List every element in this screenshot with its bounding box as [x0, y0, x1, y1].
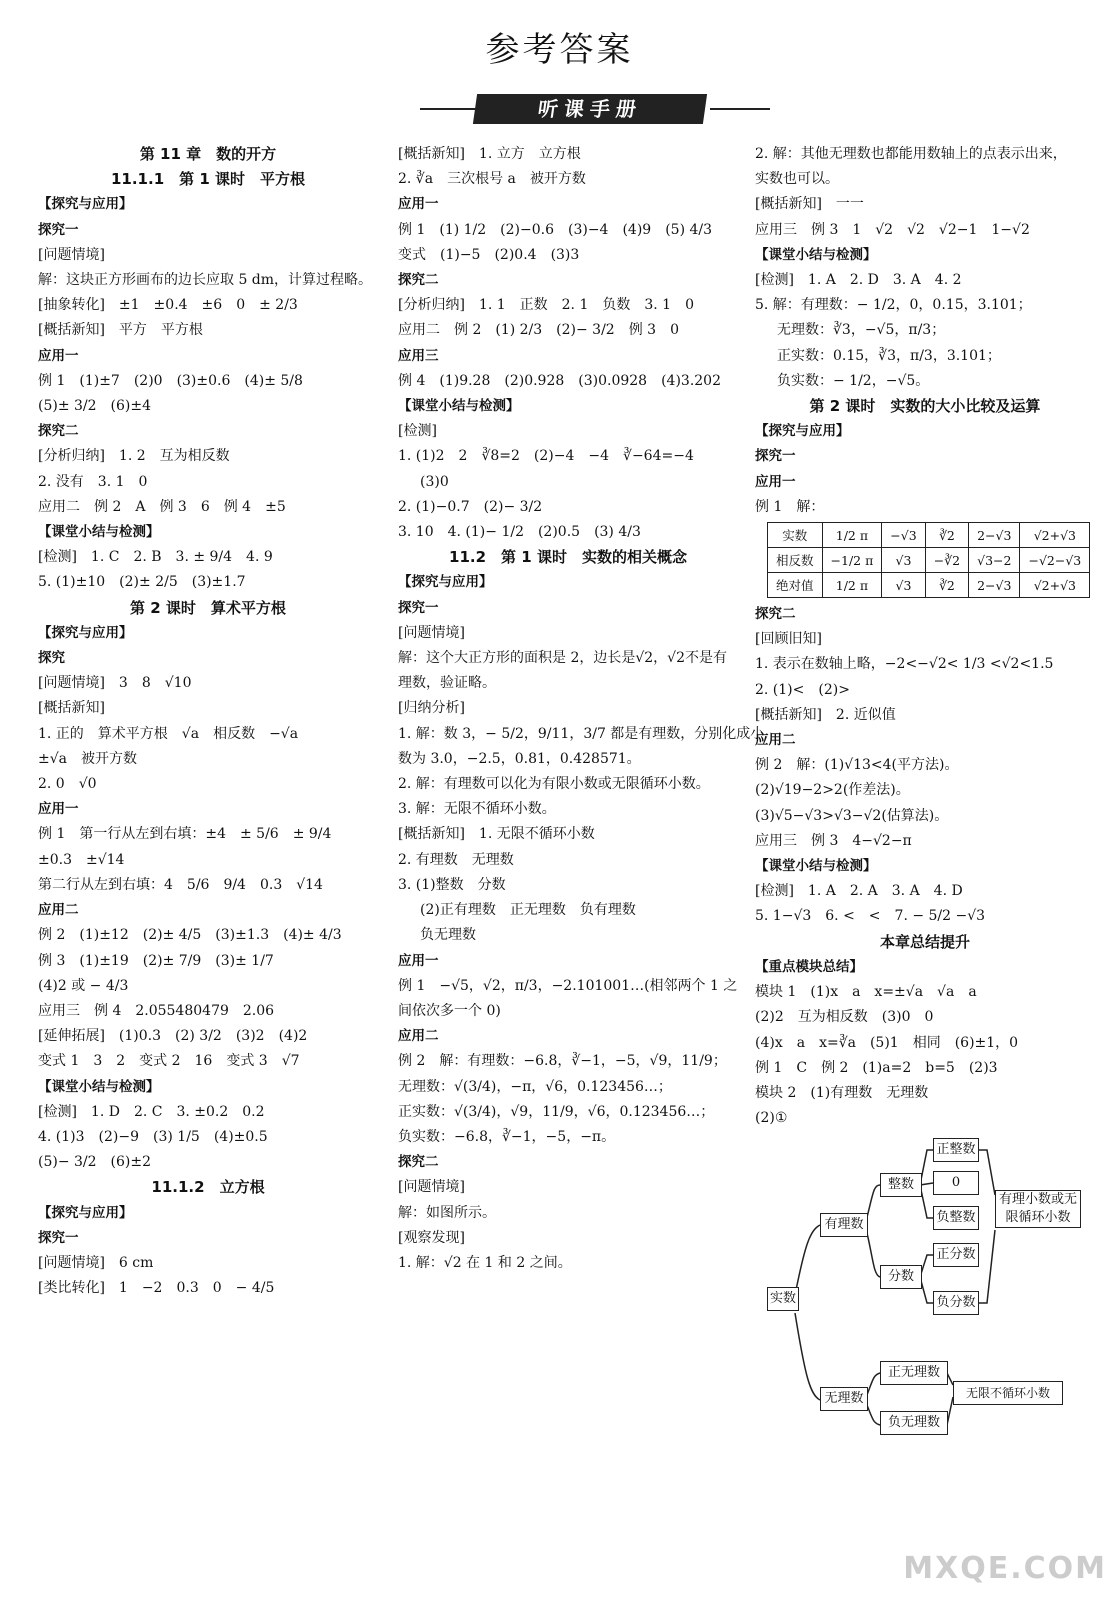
table-cell: ∛2: [925, 573, 968, 598]
answer-line: 第 2 课时 实数的大小比较及运算: [809, 397, 1041, 416]
answer-line: 间依次多一个 0): [398, 1002, 501, 1019]
table-cell: −√2−√3: [1020, 548, 1090, 573]
answer-column-3: [755, 142, 1095, 1435]
table-cell: ∛2: [925, 523, 968, 548]
answer-line: [问题情境]: [38, 246, 105, 263]
answer-line: 【探究与应用】: [755, 423, 850, 440]
answer-line: 模块 1 (1)x a x=±√a √a a: [755, 984, 977, 1001]
answer-line: 5. 1−√3 6. < < 7. − 5/2 −√3: [755, 908, 986, 925]
answer-line: 例 2 解：(1)√13<4(平方法)。: [755, 757, 959, 774]
answer-line: [问题情境] 6 cm: [38, 1254, 154, 1271]
table-cell: 1/2 π: [822, 523, 882, 548]
answer-line: 应用三 例 4 2.055480479 2.06: [38, 1002, 275, 1019]
answer-line: (3)√5−√3>√3−√2(估算法)。: [755, 807, 949, 824]
answer-line: 1. 正的 算术平方根 √a 相反数 −√a: [38, 725, 299, 742]
answer-line: 应用三: [398, 347, 439, 364]
answer-line: 2. ∛a 三次根号 a 被开方数: [398, 171, 586, 188]
answer-line: 【探究与应用】: [38, 196, 133, 213]
node-positive-integer: 正整数: [933, 1138, 979, 1162]
answer-column-1: [38, 142, 378, 1301]
answer-line: [概括新知] 平方 平方根: [38, 322, 203, 339]
answer-line: 【课堂小结与检测】: [398, 398, 520, 415]
answer-line: 变式 1 3 2 变式 2 16 变式 3 √7: [38, 1053, 300, 1070]
answer-line: [概括新知] 一一: [755, 196, 864, 213]
answer-line: 解：如图所示。: [398, 1204, 496, 1221]
answer-line: 解：这块正方形画布的边长应取 5 dm，计算过程略。: [38, 272, 373, 289]
answer-line: [回顾旧知]: [755, 631, 822, 648]
answer-column-2: [398, 142, 765, 1276]
table-cell: √2+√3: [1020, 523, 1090, 548]
banner-label: 听课手册: [473, 94, 707, 124]
answer-line: (5)− 3/2 (6)±2: [38, 1154, 152, 1171]
answer-line: 探究一: [755, 448, 796, 465]
answer-line: 5. (1)±10 (2)± 2/5 (3)±1.7: [38, 574, 246, 591]
node-positive-irrational: 正无理数: [880, 1361, 948, 1385]
answer-line: 例 1 第一行从左到右填：±4 ± 5/6 ± 9/4: [38, 826, 332, 843]
answer-line: [分析归纳] 1. 2 互为相反数: [38, 448, 230, 465]
answer-line: 【课堂小结与检测】: [38, 1078, 160, 1095]
node-finite-decimal: 有理小数或无限循环小数: [995, 1190, 1081, 1228]
answer-line: 【课堂小结与检测】: [755, 246, 877, 263]
table-cell: √3−2: [969, 548, 1020, 573]
answer-line: (2)①: [755, 1110, 788, 1127]
answer-line: (2)正有理数 正无理数 负有理数: [420, 902, 636, 919]
answer-line: (4)2 或 − 4/3: [38, 977, 129, 994]
node-fraction: 分数: [880, 1265, 922, 1289]
answer-line: 探究一: [38, 221, 79, 238]
answer-line: [问题情境] 3 8 √10: [38, 675, 192, 692]
table-cell: 2−√3: [969, 523, 1020, 548]
answer-line: 负无理数: [420, 927, 476, 944]
answer-line: 模块 2 (1)有理数 无理数: [755, 1084, 929, 1101]
answer-line: [归纳分析]: [398, 700, 465, 717]
answer-line: [检测]: [398, 423, 437, 440]
answer-line: 11.1.2 立方根: [151, 1178, 265, 1197]
watermark: MXQE.COM: [903, 1551, 1107, 1586]
answer-line: 3. (1)整数 分数: [398, 876, 506, 893]
real-number-table: [767, 522, 1090, 598]
real-number-classification-tree: [755, 1135, 1085, 1435]
answer-line: (2)2 互为相反数 (3)0 0: [755, 1009, 934, 1026]
answer-line: 1. 解：√2 在 1 和 2 之间。: [398, 1254, 572, 1271]
answer-line: 2. 有理数 无理数: [398, 851, 514, 868]
answer-line: 3. 解：无限不循环小数。: [398, 801, 556, 818]
answer-line: 应用一: [38, 347, 79, 364]
answer-line: 1. (1)2 2 ∛8=2 (2)−4 −4 ∛−64=−4: [398, 448, 694, 465]
answer-line: 数为 3.0，−2.5，0.81，0.428571。: [398, 750, 641, 767]
answer-line: 例 1 解：: [755, 498, 825, 515]
answer-line: 无理数：∛3，−√5，π/3；: [777, 322, 946, 339]
answer-line: [概括新知] 1. 立方 立方根: [398, 146, 581, 162]
table-cell: −1/2 π: [822, 548, 882, 573]
answer-line: 【课堂小结与检测】: [755, 858, 877, 875]
answer-line: 应用二 例 2 A 例 3 6 例 4 ±5: [38, 498, 286, 515]
answer-line: 例 3 (1)±19 (2)± 7/9 (3)± 1/7: [38, 952, 274, 969]
answer-line: 2. 解：有理数可以化为有限小数或无限循环小数。: [398, 776, 710, 793]
answer-line: 4. (1)3 (2)−9 (3) 1/5 (4)±0.5: [38, 1128, 268, 1145]
banner-rule-right: [710, 108, 770, 110]
answer-line: [问题情境]: [398, 1179, 465, 1196]
answer-line: 例 1 C 例 2 (1)a=2 b=5 (2)3: [755, 1059, 998, 1076]
answer-line: 例 1 (1) 1/2 (2)−0.6 (3)−4 (4)9 (5) 4/3: [398, 221, 713, 238]
answer-line: 正实数：√(3/4)，√9，11/9，√6，0.123456…；: [398, 1103, 715, 1120]
answer-line: 应用二: [38, 902, 79, 919]
answer-line: 11.1.1 第 1 课时 平方根: [110, 170, 306, 189]
answer-line: 正实数：0.15，∛3，π/3，3.101；: [777, 347, 1001, 364]
answer-line: 探究一: [398, 599, 439, 616]
table-row: [768, 523, 1090, 548]
answer-line: [延伸拓展] (1)0.3 (2) 3/2 (3)2 (4)2: [38, 1028, 308, 1045]
answer-line: [分析归纳] 1. 1 正数 2. 1 负数 3. 1 0: [398, 297, 694, 314]
table-cell: −√3: [882, 523, 925, 548]
answer-line: 无理数：√(3/4)，−π，√6，0.123456…；: [398, 1078, 672, 1095]
answer-line: 例 4 (1)9.28 (2)0.928 (3)0.0928 (4)3.202: [398, 372, 721, 389]
answer-line: 应用三 例 3 4−√2−π: [755, 832, 912, 849]
answer-line: 第二行从左到右填：4 5/6 9/4 0.3 √14: [38, 876, 323, 893]
answer-line: 实数也可以。: [755, 171, 839, 188]
answer-line: 【探究与应用】: [398, 574, 493, 591]
answer-line: 2. 解：其他无理数也都能用数轴上的点表示出来，: [755, 146, 1067, 162]
page-title: 参考答案: [485, 30, 634, 70]
node-negative-irrational: 负无理数: [880, 1411, 948, 1435]
answer-line: 应用二: [755, 732, 796, 749]
answer-line: 应用一: [398, 196, 439, 213]
answer-line: [概括新知] 1. 无限不循环小数: [398, 826, 595, 843]
answer-line: 探究二: [755, 606, 796, 623]
answer-line: (5)± 3/2 (6)±4: [38, 398, 152, 415]
node-integer: 整数: [880, 1173, 922, 1197]
table-cell: 1/2 π: [822, 573, 882, 598]
table-row: [768, 573, 1090, 598]
answer-line: 5. 解：有理数：− 1/2，0，0.15，3.101；: [755, 297, 1032, 314]
answer-line: 负实数：− 1/2，−√5。: [777, 372, 930, 389]
answer-line: 应用一: [755, 473, 796, 490]
table-cell: √2+√3: [1020, 573, 1090, 598]
answer-line: 第 11 章 数的开方: [139, 145, 277, 163]
table-cell: 相反数: [768, 548, 823, 573]
answer-line: 探究一: [38, 1229, 79, 1246]
answer-line: 2. 0 √0: [38, 776, 97, 793]
answer-line: 3. 10 4. (1)− 1/2 (2)0.5 (3) 4/3: [398, 524, 641, 541]
section-banner: [420, 92, 770, 126]
answer-line: 探究二: [38, 423, 79, 440]
node-negative-integer: 负整数: [933, 1206, 979, 1230]
answer-line: 探究二: [398, 272, 439, 289]
answer-line: 11.2 第 1 课时 实数的相关概念: [449, 548, 687, 567]
answer-line: 负实数：−6.8，∛−1，−5，−π。: [398, 1128, 616, 1145]
answer-line: 探究: [38, 650, 65, 667]
table-cell: 2−√3: [969, 573, 1020, 598]
answer-line: (2)√19−2>2(作差法)。: [755, 782, 910, 799]
answer-line: 2. 没有 3. 1 0: [38, 473, 148, 490]
answer-line: 应用二: [398, 1028, 439, 1045]
node-infinite-decimal: 无限不循环小数: [953, 1381, 1063, 1405]
answer-line: 理数，验证略。: [398, 675, 496, 692]
table-cell: √3: [882, 573, 925, 598]
answer-line: 应用一: [38, 801, 79, 818]
answer-line: (3)0: [420, 473, 449, 490]
answer-line: [概括新知] 2. 近似值: [755, 706, 896, 723]
answer-line: 【探究与应用】: [38, 1204, 133, 1221]
answer-line: [观察发现]: [398, 1229, 465, 1246]
answer-line: 例 2 解：有理数：−6.8，∛−1，−5，√9，11/9；: [398, 1053, 727, 1070]
node-positive-fraction: 正分数: [933, 1243, 979, 1267]
answer-line: [类比转化] 1 −2 0.3 0 − 4/5: [38, 1280, 275, 1297]
answer-line: [问题情境]: [398, 624, 465, 641]
answer-line: 1. 解：数 3，− 5/2，9/11，3/7 都是有理数，分别化成小: [398, 725, 765, 742]
answer-line: 2. (1)< (2)>: [755, 681, 850, 698]
answer-line: (4)x a x=∛a (5)1 相同 (6)±1，0: [755, 1034, 1019, 1051]
answer-line: 应用三 例 3 1 √2 √2 √2−1 1−√2: [755, 221, 1030, 238]
answer-line: 本章总结提升: [879, 932, 970, 951]
answer-line: ±√a 被开方数: [38, 750, 137, 767]
answer-line: 例 2 (1)±12 (2)± 4/5 (3)±1.3 (4)± 4/3: [38, 927, 342, 944]
table-cell: 绝对值: [768, 573, 823, 598]
answer-line: [概括新知]: [38, 700, 105, 717]
answer-line: 解：这个大正方形的面积是 2，边长是√2，√2不是有: [398, 650, 728, 667]
node-zero: 0: [933, 1171, 979, 1195]
table-cell: 实数: [768, 523, 823, 548]
answer-line: [检测] 1. C 2. B 3. ± 9/4 4. 9: [38, 549, 273, 566]
answer-line: 【课堂小结与检测】: [38, 524, 160, 541]
node-irrational: 无理数: [820, 1387, 868, 1411]
banner-rule-left: [420, 108, 480, 110]
answer-line: 第 2 课时 算术平方根: [130, 598, 286, 617]
node-real: 实数: [767, 1287, 799, 1311]
answer-line: [检测] 1. A 2. D 3. A 4. 2: [755, 272, 962, 289]
node-rational: 有理数: [820, 1213, 868, 1237]
table-cell: −∛2: [925, 548, 968, 573]
answer-line: 【重点模块总结】: [755, 958, 863, 975]
answer-line: 例 1 −√5，√2，π/3，−2.101001…(相邻两个 1 之: [398, 977, 738, 994]
answer-line: 【探究与应用】: [38, 624, 133, 641]
answer-line: [检测] 1. A 2. A 3. A 4. D: [755, 883, 963, 900]
answer-line: [抽象转化] ±1 ±0.4 ±6 0 ± 2/3: [38, 297, 298, 314]
answer-line: 2. (1)−0.7 (2)− 3/2: [398, 498, 543, 515]
answer-line: ±0.3 ±√14: [38, 851, 125, 868]
answer-line: 探究二: [398, 1154, 439, 1171]
answer-line: 1. 表示在数轴上略，−2<−√2< 1/3 <√2<1.5: [755, 656, 1054, 673]
answer-line: [检测] 1. D 2. C 3. ±0.2 0.2: [38, 1103, 265, 1120]
answer-line: 应用一: [398, 952, 439, 969]
node-negative-fraction: 负分数: [933, 1291, 979, 1315]
table-row: [768, 548, 1090, 573]
table-cell: √3: [882, 548, 925, 573]
answer-line: 变式 (1)−5 (2)0.4 (3)3: [398, 246, 580, 263]
answer-line: 例 1 (1)±7 (2)0 (3)±0.6 (4)± 5/8: [38, 372, 303, 389]
answer-line: 应用二 例 2 (1) 2/3 (2)− 3/2 例 3 0: [398, 322, 679, 339]
